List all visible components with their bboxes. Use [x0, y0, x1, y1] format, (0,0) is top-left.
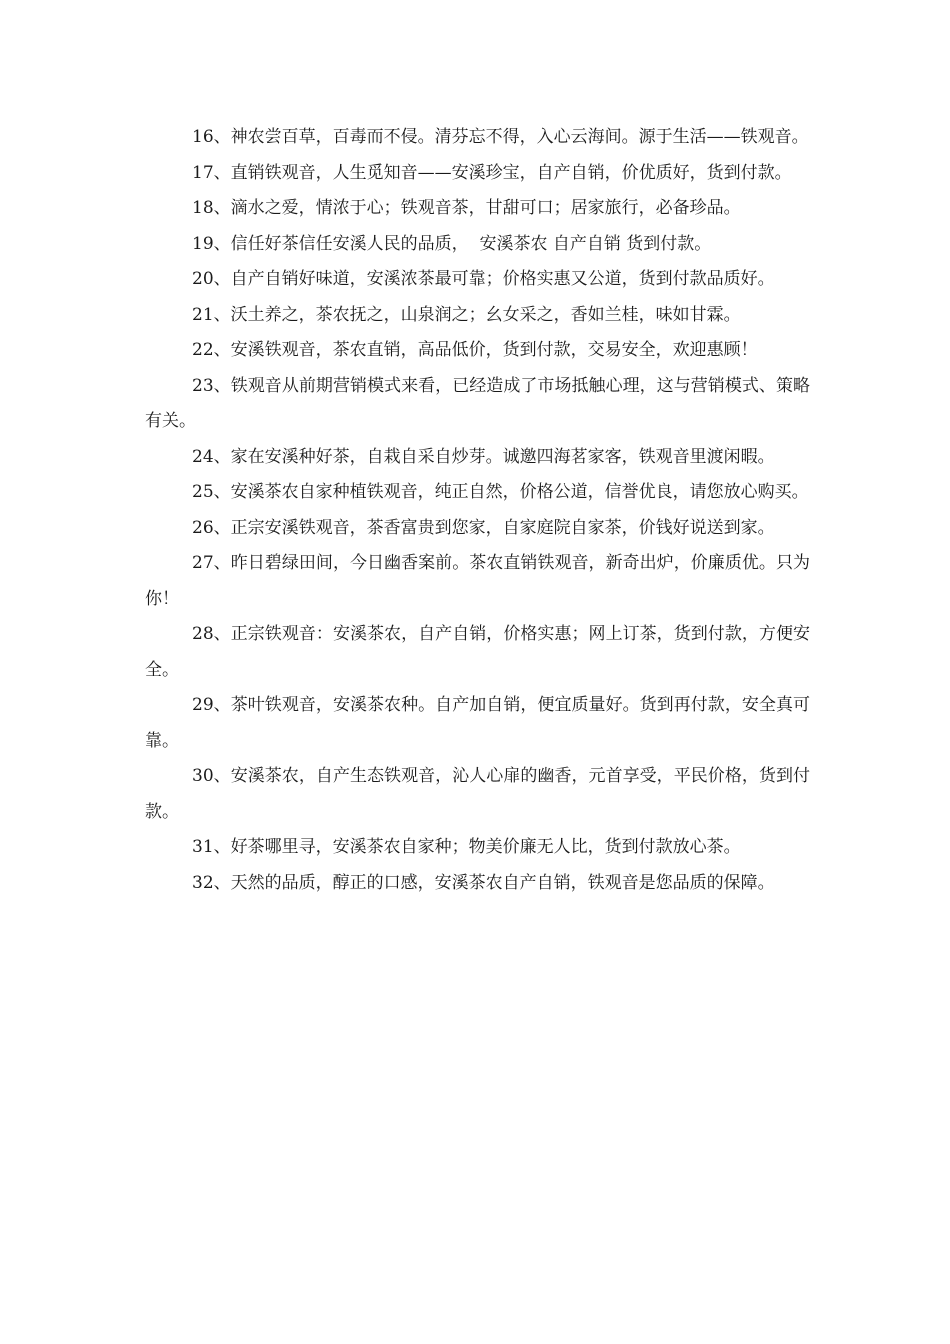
slogan-paragraph-16: 16、神农尝百草，百毒而不侵。清芬忘不得，入心云海间。源于生活——铁观音。 — [192, 127, 809, 147]
slogan-paragraph-26: 26、正宗安溪铁观音，茶香富贵到您家，自家庭院自家茶，价钱好说送到家。 — [192, 517, 775, 538]
slogan-paragraph-24: 24、家在安溪种好茶，自栽自采自炒芽。诚邀四海茗家客，铁观音里渡闲暇。 — [192, 446, 775, 467]
slogan-paragraph-21: 21、沃土养之，茶农抚之，山泉润之；幺女采之，香如兰桂，味如甘霖。 — [192, 304, 741, 325]
slogan-paragraph-22: 22、安溪铁观音，茶农直销，高品低价，货到付款，交易安全，欢迎惠顾！ — [192, 340, 758, 360]
slogan-paragraph-25: 25、安溪茶农自家种植铁观音，纯正自然，价格公道，信誉优良，请您放心购买。 — [192, 482, 809, 502]
slogan-paragraph-29: 29、茶叶铁观音，安溪茶农种。自产加自销，便宜质量好。货到再付款，安全真可靠。 — [145, 695, 810, 751]
slogan-paragraph-28: 28、正宗铁观音：安溪茶农，自产自销，价格实惠；网上订茶，货到付款，方便安全。 — [145, 624, 810, 680]
document-body — [145, 120, 810, 901]
slogan-paragraph-17: 17、直销铁观音，人生觅知音——安溪珍宝，自产自销，价优质好，货到付款。 — [192, 162, 792, 183]
slogan-paragraph-32: 32、天然的品质，醇正的口感，安溪茶农自产自销，铁观音是您品质的保障。 — [192, 872, 775, 893]
slogan-paragraph-30: 30、安溪茶农，自产生态铁观音，沁人心扉的幽香，元首享受，平民价格，货到付款。 — [145, 766, 810, 822]
slogan-paragraph-20: 20、自产自销好味道，安溪浓茶最可靠；价格实惠又公道，货到付款品质好。 — [192, 269, 775, 289]
slogan-paragraph-27: 27、昨日碧绿田间，今日幽香案前。茶农直销铁观音，新奇出炉，价廉质优。只为你！ — [145, 553, 810, 609]
slogan-paragraph-23: 23、铁观音从前期营销模式来看，已经造成了市场抵触心理，这与营销模式、策略有关。 — [145, 375, 810, 431]
slogan-paragraph-18: 18、滴水之爱，情浓于心；铁观音茶，甘甜可口；居家旅行，必备珍品。 — [192, 198, 741, 218]
slogan-paragraph-31: 31、好茶哪里寻，安溪茶农自家种；物美价廉无人比，货到付款放心茶。 — [192, 837, 741, 857]
slogan-paragraph-19: 19、信任好茶信任安溪人民的品质， 安溪茶农 自产自销 货到付款。 — [192, 233, 712, 254]
